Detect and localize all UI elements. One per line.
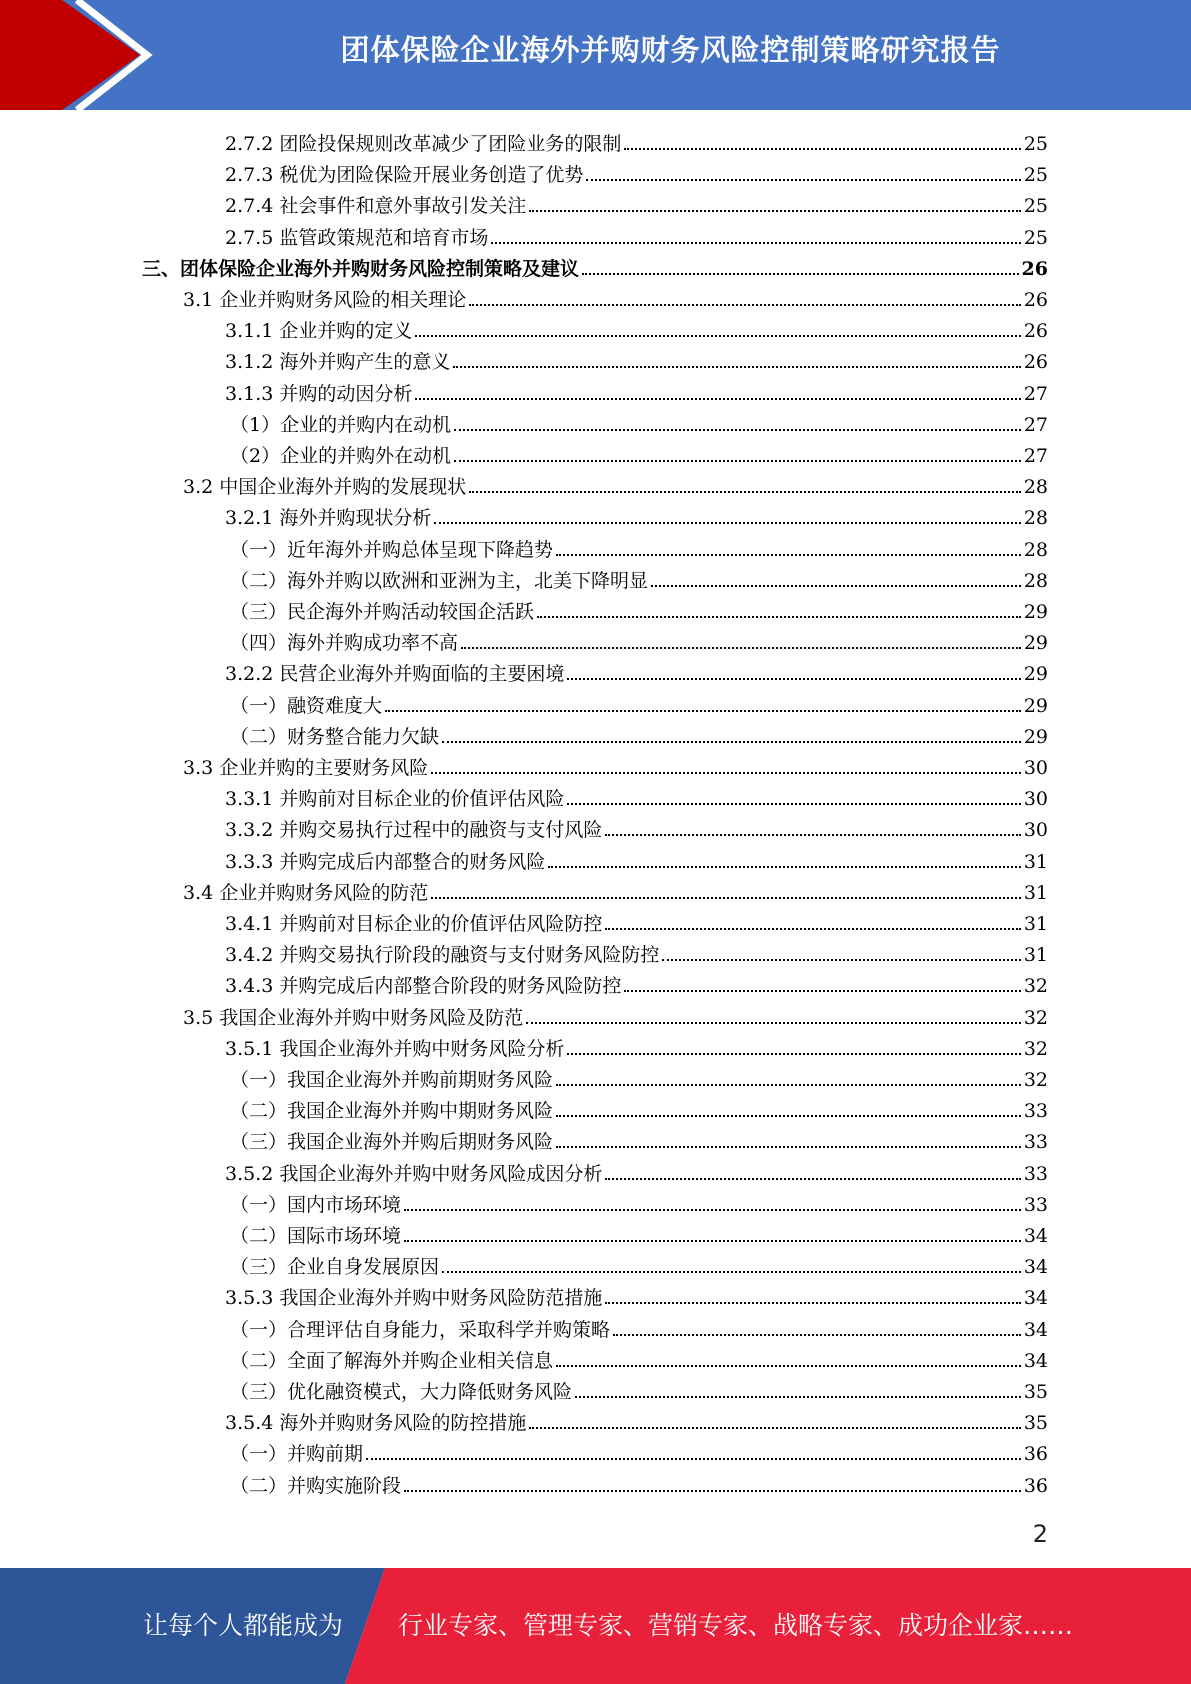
toc-entry-title: 3.5.2 我国企业海外并购中财务风险成因分析 (225, 1162, 603, 1185)
toc-entry-title: （一）近年海外并购总体呈现下降趋势 (230, 538, 554, 561)
toc-entry[interactable] (183, 469, 1048, 500)
toc-entry[interactable] (230, 1374, 1048, 1405)
toc-entry[interactable] (230, 1124, 1048, 1155)
toc-dot-leader (469, 491, 1021, 493)
toc-entry-page: 32 (1023, 975, 1048, 998)
toc-entry-page: 25 (1023, 133, 1048, 155)
toc-entry-page: 35 (1023, 1412, 1048, 1435)
toc-dot-leader (431, 772, 1021, 774)
toc-entry[interactable] (142, 251, 1048, 282)
toc-entry[interactable] (225, 344, 1048, 375)
toc-dot-leader (605, 1302, 1020, 1304)
toc-entry-title: 3.4.1 并购前对目标企业的价值评估风险防控 (225, 913, 603, 935)
toc-dot-leader (454, 460, 1021, 462)
toc-entry-page: 29 (1023, 632, 1048, 655)
toc-dot-leader (434, 522, 1020, 524)
toc-entry-page: 28 (1023, 538, 1048, 561)
toc-dot-leader (404, 1490, 1021, 1492)
toc-entry-title: 3.4.3 并购完成后内部整合阶段的财务风险防控 (225, 975, 622, 998)
toc-entry[interactable] (230, 1468, 1048, 1499)
toc-entry-title: 3.3 企业并购的主要财务风险 (183, 757, 429, 779)
toc-entry-title: 3.3.2 并购交易执行过程中的融资与支付风险 (225, 819, 603, 842)
toc-entry-page: 34 (1023, 1287, 1048, 1310)
toc-entry[interactable] (225, 376, 1048, 407)
toc-dot-leader (404, 1209, 1021, 1211)
toc-entry-page: 35 (1023, 1381, 1048, 1403)
report-title: 团体保险企业海外并购财务风险控制策略研究报告 (340, 33, 1001, 67)
toc-entry[interactable] (225, 157, 1048, 188)
toc-entry-title: 2.7.2 团险投保规则改革减少了团险业务的限制 (225, 133, 622, 155)
toc-entry-page: 32 (1023, 1069, 1048, 1091)
footer-slogan: 让每个人都能成为 (143, 1611, 344, 1640)
toc-entry-page: 30 (1023, 788, 1048, 811)
toc-dot-leader (613, 1334, 1021, 1336)
toc-entry-page: 34 (1023, 1225, 1048, 1247)
toc-entry[interactable] (225, 906, 1048, 937)
toc-entry[interactable] (225, 500, 1048, 531)
toc-dot-leader (453, 366, 1020, 368)
toc-dot-leader (461, 647, 1021, 649)
toc-dot-leader (651, 585, 1021, 587)
toc-dot-leader (567, 678, 1020, 680)
toc-entry-title: 3.1.2 海外并购产生的意义 (225, 351, 451, 374)
toc-entry[interactable] (225, 1031, 1048, 1062)
toc-dot-leader (442, 741, 1021, 743)
toc-entry-title: 3.3.3 并购完成后内部整合的财务风险 (225, 850, 546, 873)
toc-entry[interactable] (230, 688, 1048, 719)
toc-dot-leader (537, 616, 1021, 618)
toc-entry[interactable] (230, 719, 1048, 750)
toc-entry[interactable] (230, 438, 1048, 469)
toc-entry-page: 27 (1023, 382, 1048, 405)
toc-entry-page: 25 (1023, 164, 1048, 187)
toc-entry-page: 32 (1023, 1037, 1048, 1060)
toc-entry[interactable] (183, 750, 1048, 781)
toc-entry-page: 26 (1021, 257, 1048, 280)
toc-dot-leader (556, 1115, 1021, 1117)
toc-dot-leader (624, 148, 1020, 150)
toc-entry-page: 34 (1023, 1349, 1048, 1372)
toc-entry[interactable] (230, 1062, 1048, 1093)
toc-dot-leader (529, 210, 1020, 212)
toc-entry[interactable] (230, 594, 1048, 625)
toc-entry[interactable] (225, 126, 1048, 157)
toc-entry-title: 3.5 我国企业海外并购中财务风险及防范 (183, 1006, 524, 1029)
toc-entry-page: 28 (1023, 569, 1048, 592)
toc-entry-page: 31 (1023, 881, 1048, 904)
toc-entry-title: 3.4.2 并购交易执行阶段的融资与支付财务风险防控 (225, 944, 660, 967)
toc-entry-page: 26 (1023, 289, 1048, 311)
toc-entry-page: 29 (1023, 601, 1048, 623)
page-header (0, 0, 1191, 110)
toc-entry[interactable] (225, 1280, 1048, 1311)
toc-entry[interactable] (230, 1187, 1048, 1218)
toc-entry-title: 3.5.1 我国企业海外并购中财务风险分析 (225, 1037, 565, 1060)
toc-entry[interactable] (225, 188, 1048, 219)
toc-entry[interactable] (225, 781, 1048, 812)
toc-entry[interactable] (225, 656, 1048, 687)
toc-entry-title: （一）国内市场环境 (230, 1193, 402, 1216)
toc-entry-title: （一）并购前期 (230, 1443, 364, 1466)
toc-entry-title: 2.7.4 社会事件和意外事故引发关注 (225, 195, 527, 218)
toc-entry[interactable] (230, 1436, 1048, 1467)
toc-dot-leader (567, 803, 1020, 805)
toc-entry[interactable] (225, 1405, 1048, 1436)
toc-entry-page: 25 (1023, 226, 1048, 249)
toc-dot-leader (556, 554, 1021, 556)
toc-entry-title: （二）全面了解海外并购企业相关信息 (230, 1349, 554, 1372)
toc-dot-leader (556, 1146, 1021, 1148)
toc-entry-page: 25 (1023, 195, 1048, 218)
toc-dot-leader (605, 834, 1020, 836)
toc-entry-title: 3.2 中国企业海外并购的发展现状 (183, 476, 467, 499)
toc-entry-title: 3.5.4 海外并购财务风险的防控措施 (225, 1412, 527, 1435)
toc-entry-title: 2.7.3 税优为团险保险开展业务创造了优势 (225, 164, 584, 187)
toc-dot-leader (548, 866, 1020, 868)
toc-entry[interactable] (183, 875, 1048, 906)
toc-entry[interactable] (183, 1000, 1048, 1031)
toc-entry[interactable] (225, 937, 1048, 968)
toc-entry-title: （二）海外并购以欧洲和亚洲为主，北美下降明显 (230, 569, 649, 592)
toc-entry[interactable] (230, 625, 1048, 656)
toc-dot-leader (415, 398, 1020, 400)
toc-dot-leader (469, 304, 1021, 306)
toc-entry[interactable] (225, 220, 1048, 251)
toc-entry-page: 28 (1023, 476, 1048, 499)
toc-entry-page: 29 (1023, 725, 1048, 748)
toc-entry-page: 33 (1023, 1100, 1048, 1123)
toc-dot-leader (556, 1084, 1021, 1086)
toc-entry-title: 3.3.1 并购前对目标企业的价值评估风险 (225, 788, 565, 811)
toc-dot-leader (605, 1178, 1020, 1180)
toc-entry-page: 33 (1023, 1193, 1048, 1216)
toc-entry-title: 3.1.1 企业并购的定义 (225, 320, 413, 343)
toc-entry-page: 30 (1023, 819, 1048, 842)
toc-entry-title: （二）我国企业海外并购中期财务风险 (230, 1100, 554, 1123)
toc-dot-leader (491, 242, 1020, 244)
toc-entry[interactable] (225, 812, 1048, 843)
toc-entry-title: （四）海外并购成功率不高 (230, 632, 459, 655)
toc-entry-title: （一）融资难度大 (230, 694, 383, 717)
toc-entry-title: （一）合理评估自身能力，采取科学并购策略 (230, 1318, 611, 1341)
toc-entry[interactable] (230, 407, 1048, 438)
toc-dot-leader (526, 1022, 1021, 1024)
toc-entry[interactable] (225, 1156, 1048, 1187)
toc-dot-leader (582, 273, 1019, 275)
toc-dot-leader (415, 335, 1020, 337)
toc-entry-page: 30 (1023, 757, 1048, 779)
toc-entry-page: 34 (1023, 1256, 1048, 1279)
toc-dot-leader (624, 990, 1020, 992)
toc-entry-title: 3.5.3 我国企业海外并购中财务风险防范措施 (225, 1287, 603, 1310)
toc-entry-title: 3.1 企业并购财务风险的相关理论 (183, 289, 467, 311)
toc-entry-page: 26 (1023, 351, 1048, 374)
toc-entry-page: 29 (1023, 694, 1048, 717)
toc-entry[interactable] (230, 1312, 1048, 1343)
toc-entry-title: （三）我国企业海外并购后期财务风险 (230, 1131, 554, 1154)
toc-entry-page: 32 (1023, 1006, 1048, 1029)
toc-entry[interactable] (230, 1343, 1048, 1374)
toc-entry[interactable] (225, 313, 1048, 344)
toc-entry-title: 3.2.2 民营企业海外并购面临的主要困境 (225, 663, 565, 686)
page-number: 2 (1032, 1520, 1048, 1548)
toc-entry-page: 31 (1023, 913, 1048, 935)
footer-roles: 行业专家、管理专家、营销专家、战略专家、成功企业家…… (398, 1611, 1074, 1640)
toc-entry-title: （二）并购实施阶段 (230, 1474, 402, 1497)
toc-entry-title: （2）企业的并购外在动机 (230, 445, 452, 467)
toc-entry-page: 34 (1023, 1318, 1048, 1341)
toc-entry[interactable] (230, 563, 1048, 594)
toc-dot-leader (431, 897, 1021, 899)
toc-entry-page: 28 (1023, 507, 1048, 530)
toc-entry[interactable] (230, 1249, 1048, 1280)
toc-entry-page: 33 (1023, 1131, 1048, 1154)
toc-dot-leader (567, 1053, 1020, 1055)
toc-dot-leader (605, 928, 1020, 930)
toc-dot-leader (366, 1458, 1021, 1460)
toc-dot-leader (662, 959, 1020, 961)
toc-entry[interactable] (183, 282, 1048, 313)
toc-entry-title: （三）企业自身发展原因 (230, 1256, 440, 1279)
toc-dot-leader (575, 1396, 1021, 1398)
toc-entry-title: 3.2.1 海外并购现状分析 (225, 507, 432, 530)
toc-entry-page: 26 (1023, 320, 1048, 343)
toc-entry-page: 36 (1023, 1443, 1048, 1466)
toc-entry[interactable] (230, 1093, 1048, 1124)
toc-entry-page: 33 (1023, 1162, 1048, 1185)
toc-entry-title: 3.1.3 并购的动因分析 (225, 382, 413, 405)
toc-entry-title: 3.4 企业并购财务风险的防范 (183, 881, 429, 904)
toc-entry-title: （三）优化融资模式，大力降低财务风险 (230, 1381, 573, 1403)
toc-dot-leader (404, 1240, 1021, 1242)
toc-entry-page: 29 (1023, 663, 1048, 686)
toc-entry[interactable] (230, 532, 1048, 563)
toc-entry-title: （三）民企海外并购活动较国企活跃 (230, 601, 535, 623)
toc-entry-title: （二）财务整合能力欠缺 (230, 725, 440, 748)
page-footer (0, 1568, 1191, 1684)
toc-entry-page: 31 (1023, 944, 1048, 967)
toc-entry-title: （二）国际市场环境 (230, 1225, 402, 1247)
toc-dot-leader (556, 1365, 1021, 1367)
toc-entry-page: 27 (1023, 445, 1048, 467)
toc-dot-leader (385, 710, 1021, 712)
toc-dot-leader (454, 429, 1021, 431)
toc-entry-title: 2.7.5 监管政策规范和培育市场 (225, 226, 489, 249)
toc-dot-leader (442, 1271, 1021, 1273)
toc-entry-title: 三、团体保险企业海外并购财务风险控制策略及建议 (142, 257, 580, 280)
toc-entry-title: （1）企业的并购内在动机 (230, 413, 452, 436)
toc-entry[interactable] (230, 1218, 1048, 1249)
toc-entry-page: 36 (1023, 1474, 1048, 1497)
toc-entry[interactable] (225, 968, 1048, 999)
toc-dot-leader (586, 179, 1020, 181)
toc-entry-title: （一）我国企业海外并购前期财务风险 (230, 1069, 554, 1091)
toc-dot-leader (529, 1427, 1020, 1429)
toc-entry[interactable] (225, 844, 1048, 875)
toc-entry-page: 31 (1023, 850, 1048, 873)
toc-entry-page: 27 (1023, 413, 1048, 436)
